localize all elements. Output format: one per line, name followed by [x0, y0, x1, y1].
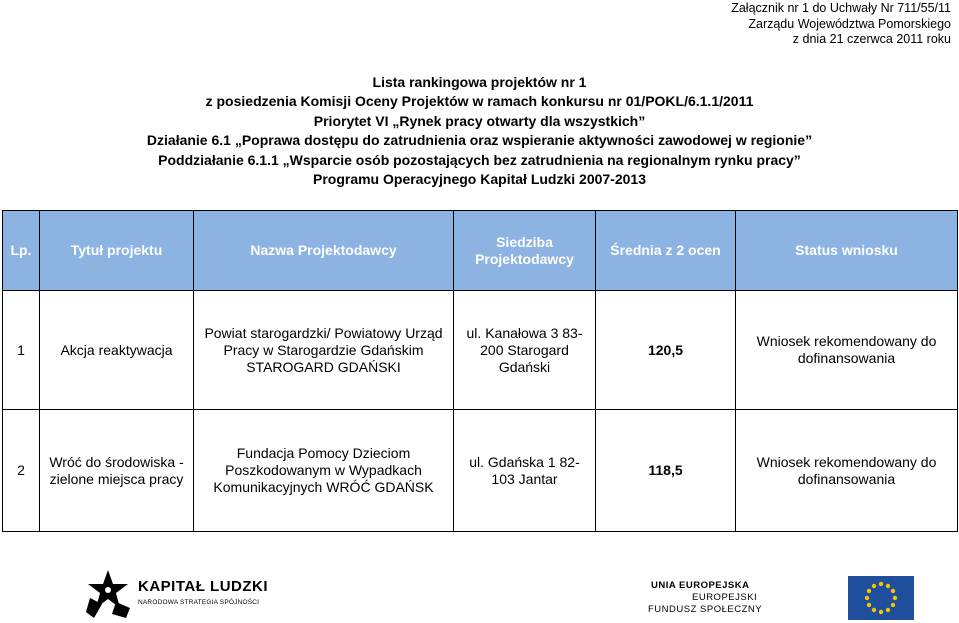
row-lp: 2 — [3, 410, 40, 532]
table-header-row — [3, 211, 958, 291]
table-row — [3, 291, 958, 410]
header-title: Tytuł projektu — [40, 211, 194, 291]
header-score: Średnia z 2 ocen — [596, 211, 736, 291]
annex-line-3: z dnia 21 czerwca 2011 roku — [792, 32, 951, 46]
eu-name: UNIA EUROPEJSKA — [651, 580, 750, 591]
eu-logo — [648, 576, 918, 621]
header-status: Status wniosku — [736, 211, 958, 291]
row-seat: ul. Kanałowa 3 83-200 Starogard Gdański — [454, 291, 596, 410]
header-applicant: Nazwa Projektodawcy — [194, 211, 454, 291]
kapital-ludzki-emblem-icon — [82, 568, 134, 620]
header-seat: Siedziba Projektodawcy — [454, 211, 596, 291]
kapital-ludzki-tagline: NARODOWA STRATEGIA SPÓJNOŚCI — [138, 599, 260, 606]
heading-action: Działanie 6.1 „Poprawa dostępu do zatrudnienia oraz wspieranie aktywności zawodowej w regionie” — [146, 132, 813, 149]
heading-session: z posiedzenia Komisji Oceny Projektów w ramach konkursu nr 01/POKL/6.1.1/2011 — [205, 93, 754, 110]
annex-note — [731, 1, 951, 48]
document-heading — [0, 73, 959, 189]
eu-fund-line-2: FUNDUSZ SPOŁECZNY — [648, 604, 763, 615]
table-row — [3, 410, 958, 532]
heading-title: Lista rankingowa projektów nr 1 — [372, 74, 587, 90]
kapital-ludzki-name: KAPITAŁ LUDZKI — [138, 578, 269, 595]
row-lp: 1 — [3, 291, 40, 410]
eu-fund-line-1: EUROPEJSKI — [692, 592, 758, 603]
annex-line-2: Zarządu Województwa Pomorskiego — [748, 16, 951, 31]
row-title: Akcja reaktywacja — [40, 291, 194, 410]
row-applicant: Powiat starogardzki/ Powiatowy Urząd Pracy w Starogardzie Gdańskim STAROGARD GDAŃSKI — [194, 291, 454, 410]
annex-line-1: Załącznik nr 1 do Uchwały Nr 711/55/11 — [731, 1, 951, 15]
heading-subaction: Poddziałanie 6.1.1 „Wsparcie osób pozostających bez zatrudnienia na regionalnym rynku pracy” — [158, 151, 801, 168]
row-title: Wróć do środowiska - zielone miejsca pracy — [40, 410, 194, 532]
heading-priority: Priorytet VI „Rynek pracy otwarty dla wszystkich” — [313, 112, 646, 129]
header-lp: Lp. — [3, 211, 40, 291]
row-applicant: Fundacja Pomocy Dzieciom Poszkodowanym w Wypadkach Komunikacyjnych WRÓĆ GDAŃSK — [194, 410, 454, 532]
eu-flag-icon — [848, 576, 914, 620]
row-score: 120,5 — [596, 291, 736, 410]
kapital-ludzki-logo — [82, 568, 269, 620]
ranking-table — [2, 210, 958, 532]
row-seat: ul. Gdańska 1 82-103 Jantar — [454, 410, 596, 532]
row-status: Wniosek rekomendowany do dofinansowania — [736, 410, 958, 532]
heading-programme: Programu Operacyjnego Kapitał Ludzki 2007-2013 — [312, 171, 646, 188]
row-status: Wniosek rekomendowany do dofinansowania — [736, 291, 958, 410]
row-score: 118,5 — [596, 410, 736, 532]
